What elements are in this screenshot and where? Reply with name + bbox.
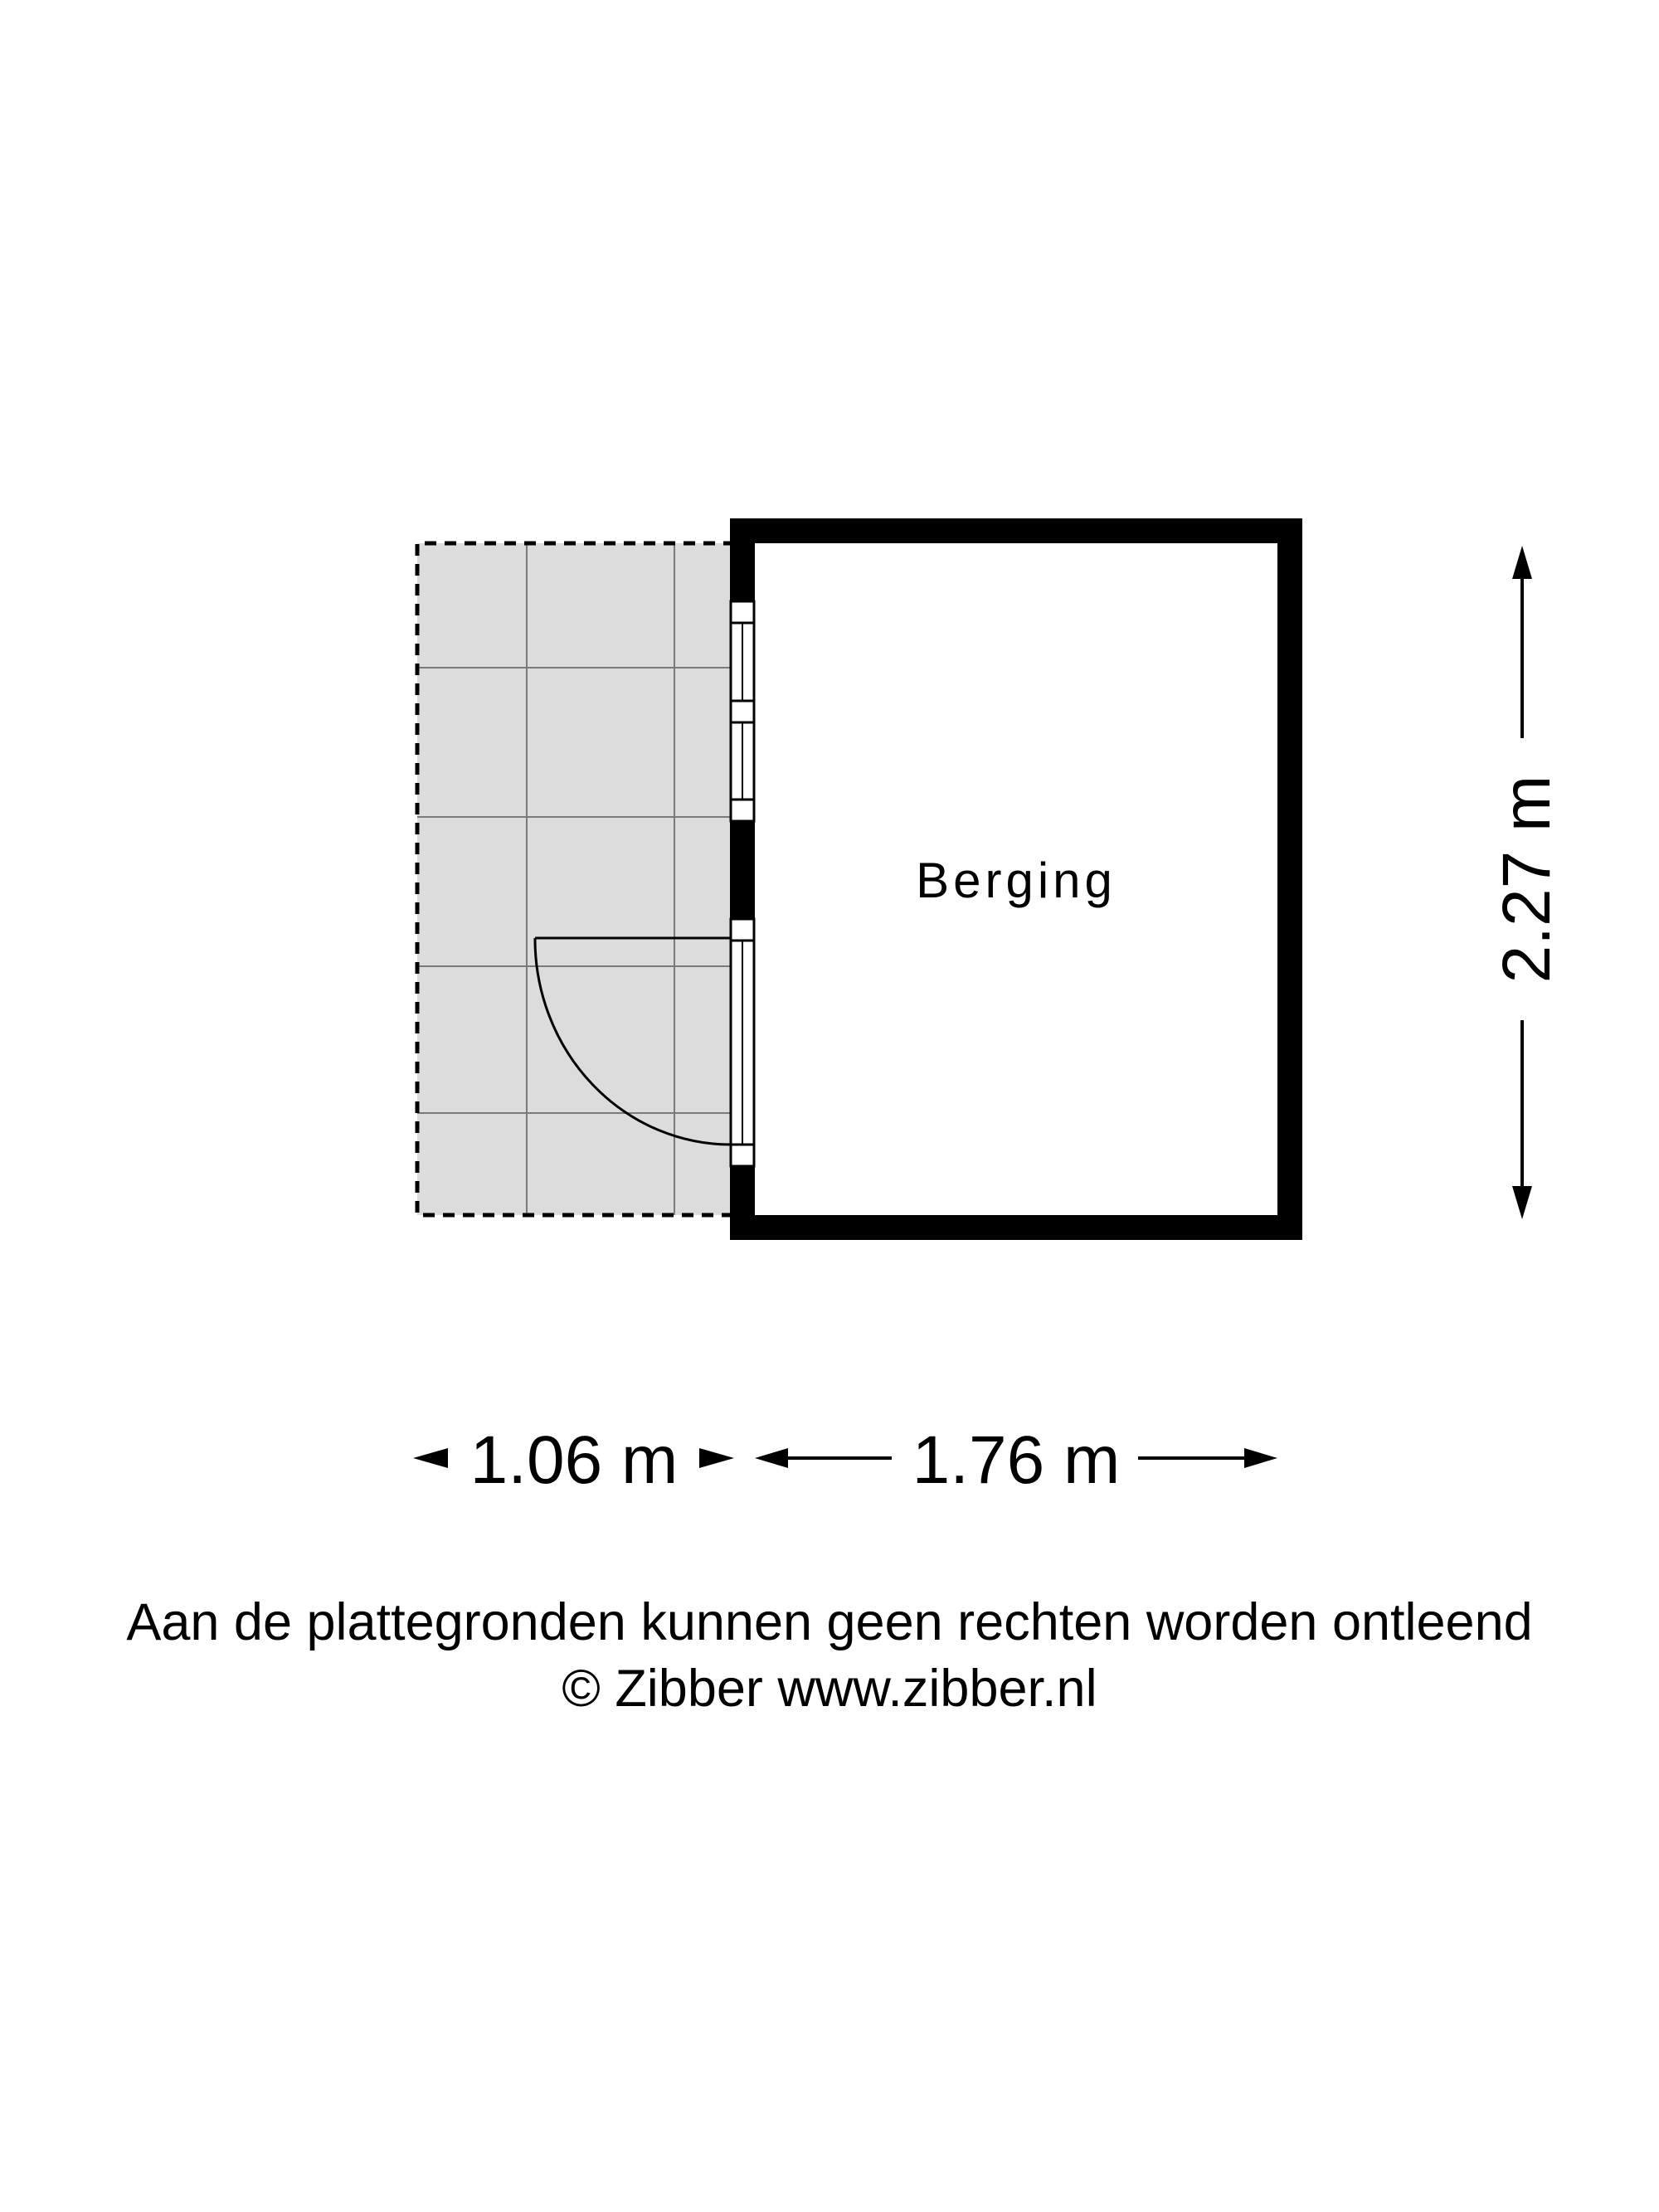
arrowhead-left-icon	[755, 1448, 788, 1468]
arrowhead-up-icon	[1512, 546, 1532, 579]
arrowhead-down-icon	[1512, 1186, 1532, 1219]
outdoor-tile-area	[417, 543, 735, 1215]
room-label: Berging	[916, 853, 1117, 908]
depth-dimension	[1489, 546, 1564, 1219]
arrowhead-right-icon	[1244, 1448, 1277, 1468]
room-width-dimension	[755, 1422, 1277, 1498]
arrowhead-right-icon	[699, 1448, 734, 1468]
outside-width-label: 1.06 m	[469, 1422, 679, 1498]
depth-dimension-label: 2.27 m	[1489, 775, 1564, 984]
outside-width-dimension	[413, 1422, 734, 1498]
arrowhead-left-icon	[413, 1448, 448, 1468]
room-width-label: 1.76 m	[912, 1422, 1121, 1498]
window-upper	[731, 601, 754, 821]
copyright-text: © Zibber www.zibber.nl	[562, 1660, 1097, 1718]
disclaimer-text: Aan de plattegronden kunnen geen rechten worden ontleend	[126, 1593, 1533, 1651]
